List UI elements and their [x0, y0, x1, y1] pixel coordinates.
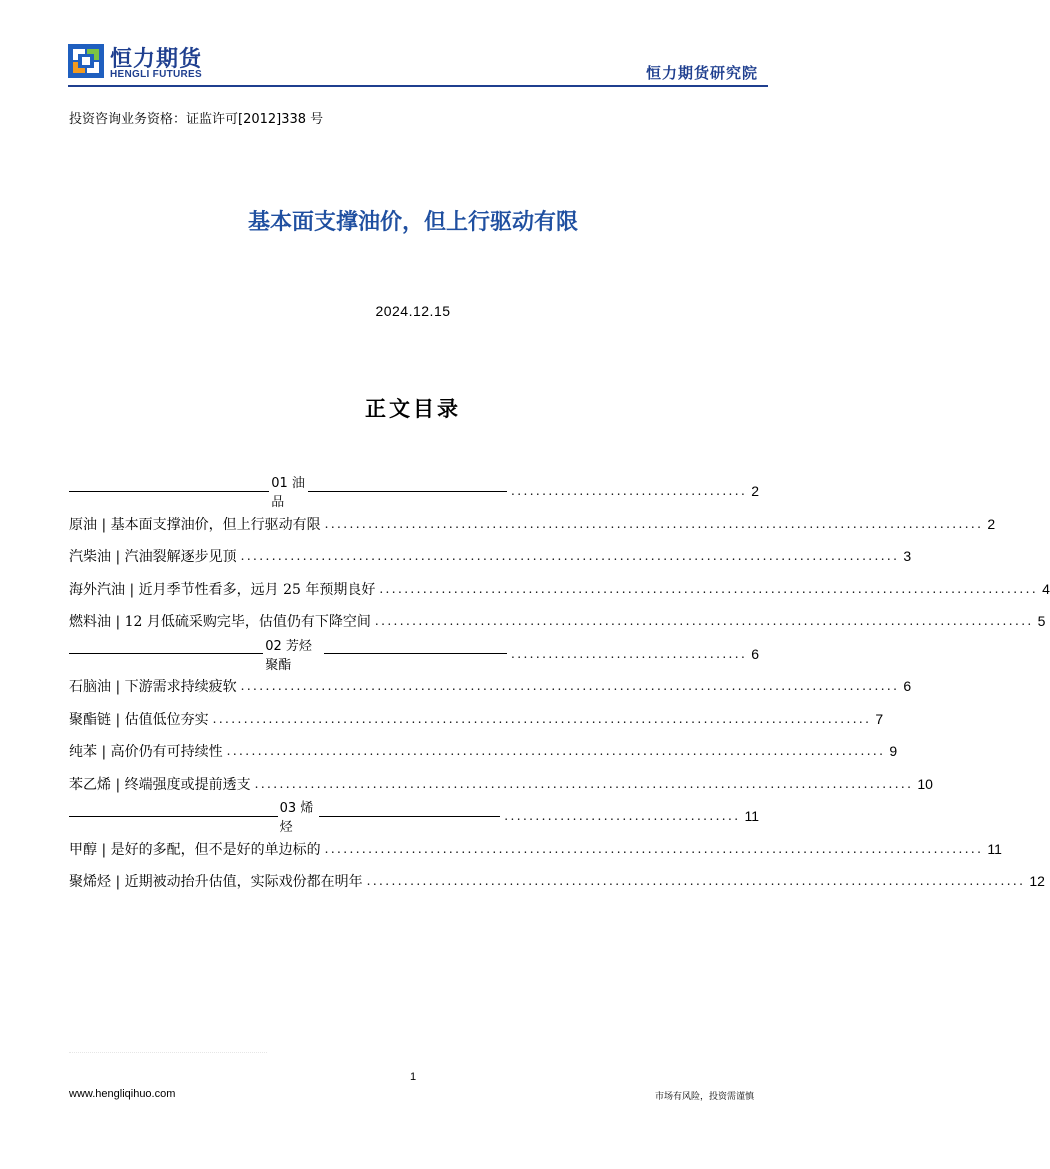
toc-item[interactable] [69, 703, 884, 736]
toc-page-number: 2 [987, 515, 996, 532]
toc-page-number: 7 [875, 710, 884, 727]
toc-page-number: 2 [751, 483, 759, 500]
toc-leader: .......................................................................................................... [366, 874, 1026, 889]
toc-page-number: 11 [987, 840, 1002, 857]
toc-item-label: 甲醇 | 是好的多配，但不是好的单边标的 [69, 841, 321, 858]
toc-item[interactable] [69, 735, 898, 768]
toc-item[interactable] [69, 573, 1050, 606]
toc-item-label: 纯苯 | 高价仍有可持续性 [69, 744, 223, 761]
section-rule-left [69, 491, 269, 492]
toc-item-label: 燃料油 | 12 月低硫采购完毕，估值仍有下降空间 [69, 614, 371, 631]
toc-leader: .......................................................................................................... [240, 549, 900, 564]
toc-page-number: 11 [744, 808, 759, 825]
toc-leader: .......................................................................................................... [226, 744, 886, 759]
license-text: 投资咨询业务资格：证监许可[2012]338 号 [69, 112, 324, 127]
section-rule-left [69, 653, 263, 654]
toc-item[interactable] [69, 508, 996, 541]
toc-item-label: 苯乙烯 | 终端强度或提前透支 [69, 776, 251, 793]
toc-section-label: 03 烯烃 [279, 801, 314, 836]
toc-leader: ...................................... [511, 484, 748, 499]
toc-item-label: 汽柴油 | 汽油裂解逐步见顶 [69, 549, 237, 566]
toc-leader: .......................................................................................................... [240, 679, 900, 694]
page-number: 1 [409, 1071, 417, 1083]
toc-leader: .......................................................................................................... [324, 516, 984, 531]
toc-item-label: 石脑油 | 下游需求持续疲软 [69, 679, 237, 696]
toc-leader: .......................................................................................................... [379, 581, 1039, 596]
toc-item[interactable] [69, 865, 1045, 898]
toc-page-number: 5 [1037, 613, 1046, 630]
toc-page-number: 10 [917, 775, 933, 792]
hengli-logo-icon [68, 44, 104, 78]
toc-item[interactable] [69, 605, 1046, 638]
toc-section-01[interactable] [69, 475, 759, 511]
section-rule-right [324, 653, 507, 654]
report-date: 2024.12.15 [375, 303, 451, 319]
toc-item-label: 海外汽油 | 近月季节性看多，远月 25 年预期良好 [69, 581, 376, 598]
toc-page-number: 6 [903, 678, 912, 695]
toc-leader: ...................................... [511, 646, 748, 661]
report-title: 基本面支撑油价，但上行驱动有限 [247, 210, 578, 235]
toc-page-number: 9 [889, 743, 898, 760]
header-divider [68, 85, 768, 87]
toc-leader: .......................................................................................................... [324, 841, 984, 856]
website-link[interactable]: www.hengliqihuo.com [69, 1088, 176, 1100]
toc-item[interactable] [69, 540, 912, 573]
toc-item[interactable] [69, 768, 933, 801]
toc-leader: .......................................................................................................... [374, 614, 1034, 629]
toc-section-02[interactable] [69, 638, 759, 671]
logo-text-cn: 恒力期货 [110, 47, 203, 72]
risk-notice: 市场有风险，投资需谨慎 [654, 1092, 754, 1102]
table-of-contents [69, 475, 1050, 898]
section-rule-right [319, 816, 501, 817]
toc-leader: .......................................................................................................... [254, 776, 914, 791]
page-header [68, 44, 768, 86]
logo-text-en: HENGLI FUTURES [110, 69, 202, 80]
section-rule-right [308, 491, 507, 492]
toc-heading: 正文目录 [365, 396, 461, 421]
toc-page-number: 6 [751, 645, 759, 662]
footer-divider [69, 1052, 267, 1053]
section-rule-left [69, 816, 278, 817]
toc-item[interactable] [69, 670, 912, 703]
toc-leader: .......................................................................................................... [212, 711, 872, 726]
toc-leader: ...................................... [504, 809, 741, 824]
toc-item-label: 聚酯链 | 估值低位夯实 [69, 711, 209, 728]
toc-page-number: 12 [1029, 873, 1045, 890]
toc-page-number: 4 [1042, 580, 1050, 597]
toc-item[interactable] [69, 833, 1002, 866]
toc-section-label: 02 芳烃聚酯 [265, 638, 312, 673]
toc-item-label: 聚烯烃 | 近期被动抬升估值，实际戏份都在明年 [69, 874, 363, 891]
institute-name: 恒力期货研究院 [645, 64, 758, 82]
toc-item-label: 原油 | 基本面支撑油价，但上行驱动有限 [69, 516, 321, 533]
toc-page-number: 3 [903, 548, 912, 565]
toc-section-label: 01 油品 [271, 476, 305, 511]
toc-section-03[interactable] [69, 800, 759, 836]
